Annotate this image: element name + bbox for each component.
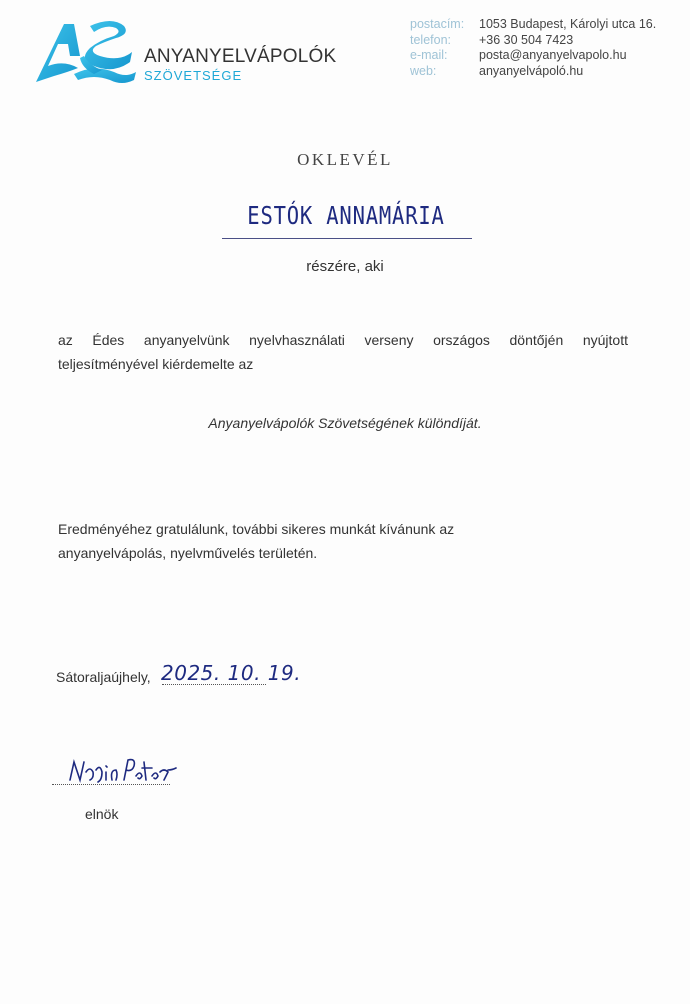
recipient-name: ESTÓK ANNAMÁRIA — [247, 201, 445, 230]
contact-block — [410, 17, 656, 79]
place-text: Sátoraljaújhely, — [56, 669, 151, 685]
achievement-line-2: teljesítményével kiérdemelte az — [58, 356, 254, 372]
document-title: OKLEVÉL — [297, 150, 393, 169]
contact-value: +36 30 504 7423 — [479, 32, 574, 47]
contact-value: 1053 Budapest, Károlyi utca 16. — [479, 17, 657, 31]
congratulation-line-1: Eredményéhez gratulálunk, további sikeres munkát kívánunk az — [58, 521, 455, 537]
contact-value: posta@anyanyelvapolo.hu — [479, 48, 627, 62]
contact-label: e-mail: — [410, 48, 448, 62]
for-text: részére, aki — [306, 258, 384, 275]
congratulation-paragraph — [58, 517, 578, 565]
contact-label: web: — [410, 63, 437, 78]
organization-subtitle: SZÖVETSÉGE — [144, 68, 243, 83]
handwritten-date: 2025. 10. 19. — [161, 661, 302, 685]
award-name: Anyanyelvápolók Szövetségének különdíját. — [208, 415, 482, 431]
contact-value: anyanyelvápoló.hu — [479, 63, 584, 78]
contact-label: postacím: — [410, 17, 465, 31]
achievement-line-1: az Édes anyanyelvünk nyelvhasználati verseny országos döntőjén nyújtott — [58, 332, 628, 348]
signer-role: elnök — [85, 806, 119, 822]
achievement-paragraph — [58, 328, 628, 376]
organization-name: ANYANYELVÁPOLÓK — [144, 46, 337, 67]
contact-row-phone — [410, 33, 656, 49]
contact-label: telefon: — [410, 32, 452, 47]
contact-row-web — [410, 64, 656, 80]
congratulation-line-2: anyanyelvápolás, nyelvművelés területén. — [58, 545, 318, 561]
signature-dotted-line — [52, 784, 170, 785]
recipient-underline — [222, 238, 472, 239]
organization-logo — [34, 16, 138, 86]
date-dotted-line — [162, 684, 266, 685]
contact-row-email — [410, 48, 656, 64]
contact-row-address — [410, 17, 656, 33]
